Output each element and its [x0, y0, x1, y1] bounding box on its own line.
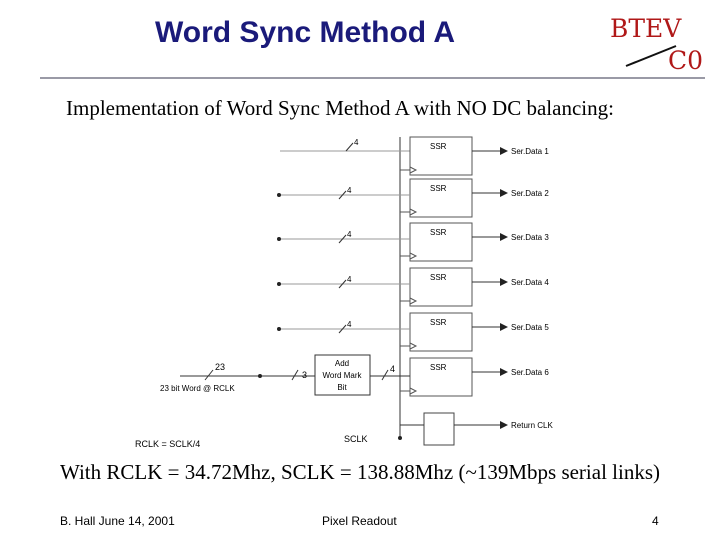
ser-data-label-2: Ser.Data 2: [511, 189, 549, 198]
input-word-label: 23 bit Word @ RCLK: [160, 384, 235, 393]
bus-node-2: [277, 193, 281, 197]
sclk-node: [398, 436, 402, 440]
ser-data-label-1: Ser.Data 1: [511, 147, 549, 156]
add-in-width: 3: [302, 370, 308, 380]
add-block-line1: Add: [334, 359, 350, 368]
ser-data-label-5: Ser.Data 5: [511, 323, 549, 332]
footer-topic: Pixel Readout: [322, 514, 397, 528]
ssr-label-5: SSR: [430, 318, 447, 327]
bus-width-4: 4: [347, 275, 352, 284]
add-in-slash: [292, 370, 298, 380]
ser-data-label-3: Ser.Data 3: [511, 233, 549, 242]
slide-title: Word Sync Method A: [155, 16, 455, 49]
ssr-label-1: SSR: [430, 142, 447, 151]
add-block-line3: Bit: [337, 383, 347, 392]
ser-data-label-6: Ser.Data 6: [511, 368, 549, 377]
clock-caption: With RCLK = 34.72Mhz, SCLK = 138.88Mhz (~139Mbps serial links): [59, 460, 661, 484]
ser-data-arrow-3: [500, 233, 508, 241]
bus-node-4: [277, 282, 281, 286]
intro-text: Implementation of Word Sync Method A with NO DC balancing:: [66, 96, 614, 120]
return-clk-buffer: [424, 413, 454, 445]
logo-text-btev: BTEV: [610, 14, 682, 43]
ser-data-arrow-5: [500, 323, 508, 331]
rclk-equation: RCLK = SCLK/4: [135, 439, 201, 449]
bus-node-5: [277, 327, 281, 331]
footer-page-number: 4: [652, 514, 659, 528]
ssr-label-4: SSR: [430, 273, 447, 282]
add-block-line2: Word Mark: [322, 371, 362, 380]
logo-text-c0: C0: [668, 46, 704, 75]
bus-width-3: 4: [347, 230, 352, 239]
add-out-slash: [382, 370, 388, 380]
ssr-label-2: SSR: [430, 184, 447, 193]
bus-node-3: [277, 237, 281, 241]
bus-width-2: 4: [347, 186, 352, 195]
ser-data-arrow-6: [500, 368, 508, 376]
ssr-label-3: SSR: [430, 228, 447, 237]
input-bus-slash: [205, 370, 213, 380]
bus-width-1: 4: [354, 138, 359, 147]
input-bus-width: 23: [215, 362, 226, 372]
bus-slash-1: [346, 143, 353, 151]
ssr-label-6: SSR: [430, 363, 447, 372]
ser-data-arrow-2: [500, 189, 508, 197]
ser-data-label-4: Ser.Data 4: [511, 278, 549, 287]
input-bus-node: [258, 374, 262, 378]
sclk-label: SCLK: [344, 434, 368, 444]
bus-width-5: 4: [347, 320, 352, 329]
return-clk-label: Return CLK: [511, 421, 553, 430]
footer-author: B. Hall June 14, 2001: [60, 514, 175, 528]
add-out-width: 4: [390, 364, 396, 374]
ser-data-arrow-1: [500, 147, 508, 155]
ser-data-arrow-4: [500, 278, 508, 286]
return-clk-arrow: [500, 421, 508, 429]
